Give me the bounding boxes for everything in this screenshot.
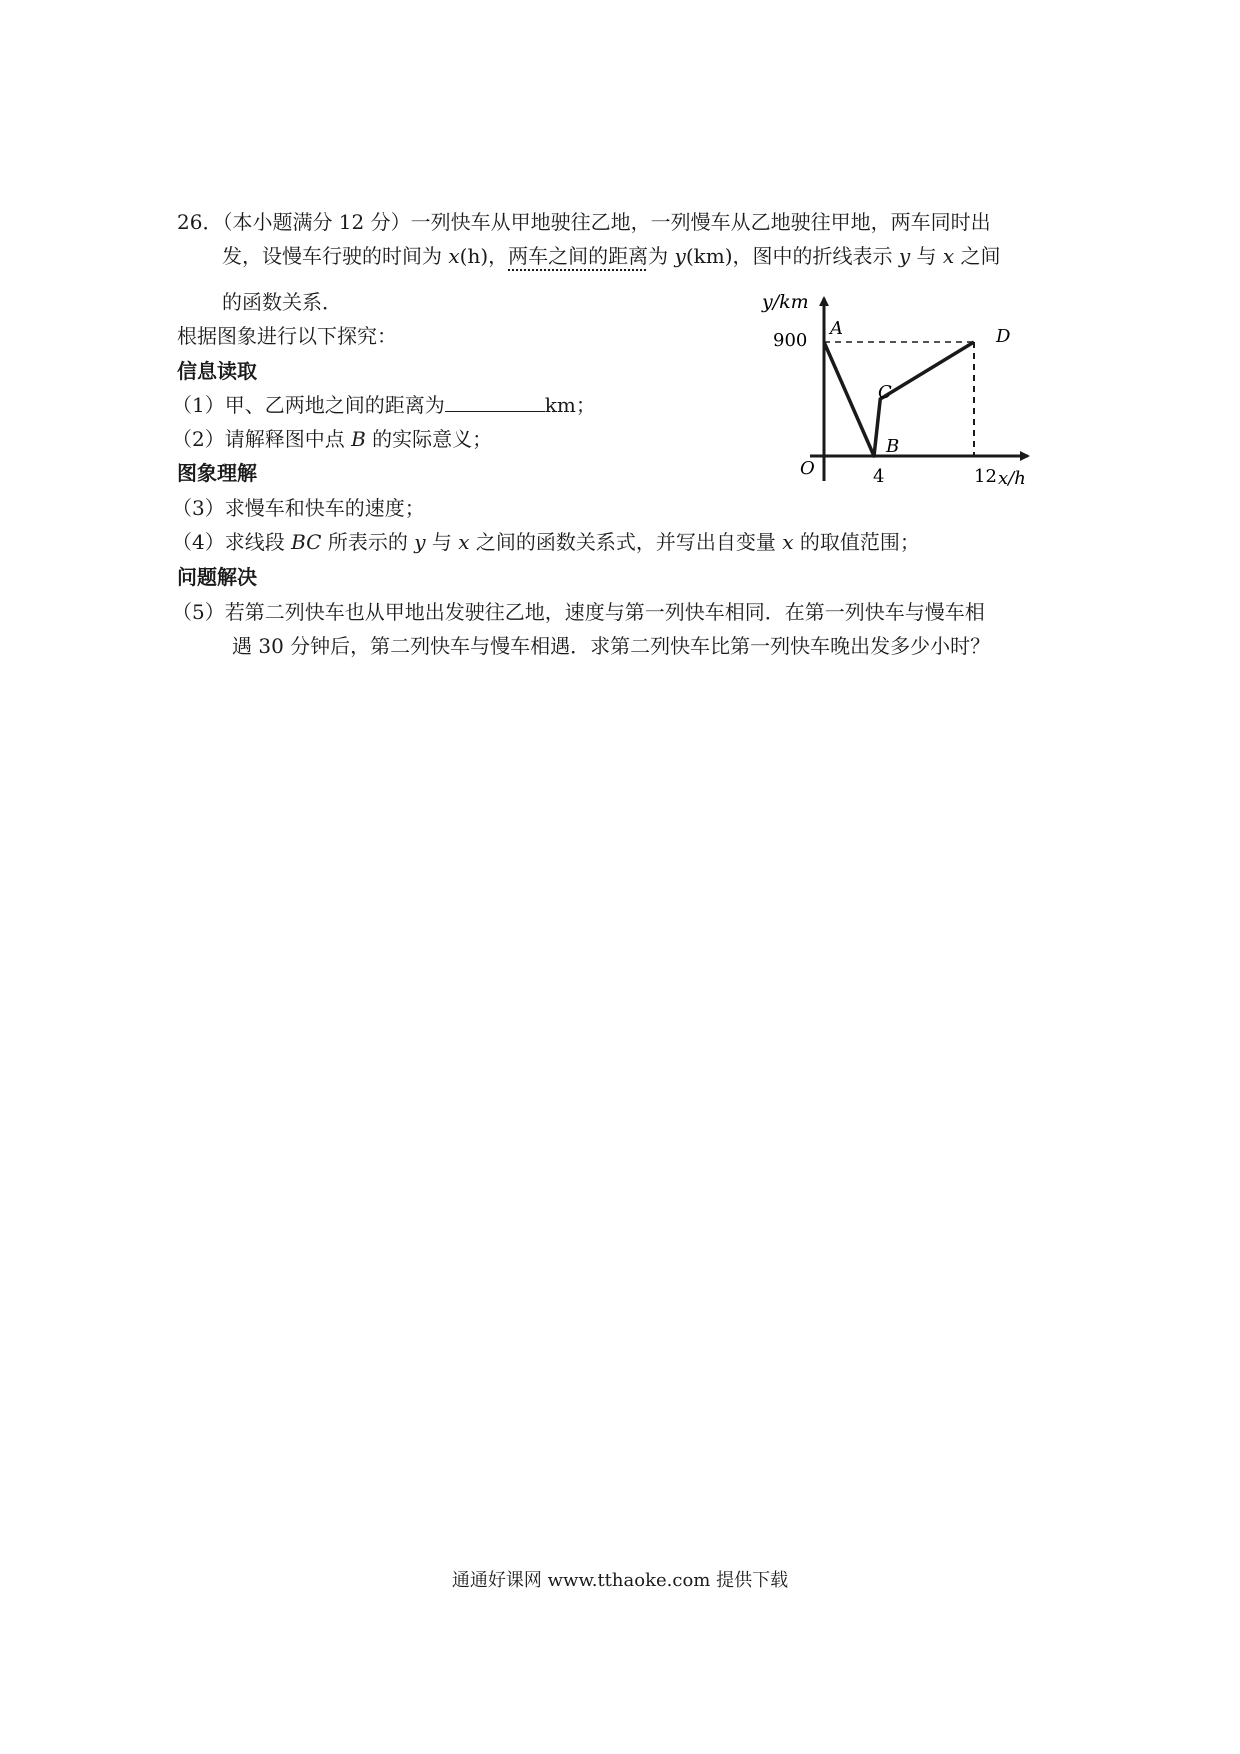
text-segment: （1）甲、乙两地之间的距离为	[172, 393, 445, 417]
problem-line-3: 的函数关系．	[222, 290, 342, 314]
emphasized-text: 两车之间的距离	[508, 244, 649, 268]
var-y: y	[674, 244, 686, 268]
y-tick-900: 900	[773, 330, 808, 351]
var-B: B	[351, 427, 366, 451]
text-segment: 为	[648, 244, 675, 268]
section-solve: 问题解决	[177, 565, 257, 589]
var-x: x	[458, 530, 470, 554]
text-segment: 所表示的	[321, 530, 415, 554]
text-segment: 与	[910, 244, 943, 268]
y-axis-label: y/km	[762, 291, 809, 313]
text-segment: 发，设慢车行驶的时间为	[222, 244, 449, 268]
text-segment: 之间	[954, 244, 1001, 268]
text-segment: 的实际意义；	[365, 427, 493, 451]
text-segment: （2）请解释图中点	[172, 427, 352, 451]
text-segment: (h)，	[459, 244, 509, 268]
var-y: y	[898, 244, 911, 268]
section-graph: 图象理解	[177, 461, 257, 485]
var-x: x	[782, 530, 794, 554]
point-label-C: C	[878, 382, 892, 403]
text-segment: 之间的函数关系式，并写出自变量	[469, 530, 783, 554]
x-tick-4: 4	[873, 466, 885, 487]
problem-number: 26．	[177, 210, 223, 234]
var-y: y	[414, 530, 426, 554]
text-segment: km；	[544, 393, 596, 417]
question-3: （3）求慢车和快车的速度；	[172, 496, 425, 520]
origin-label: O	[800, 458, 815, 479]
problem-line-2	[222, 242, 1001, 270]
question-5-line-1: （5）若第二列快车也从甲地出发驶往乙地，速度与第一列快车相同．在第一列快车与慢车相	[172, 600, 985, 624]
text-segment: 的取值范围；	[793, 530, 920, 554]
question-5-line-2: 遇 30 分钟后，第二列快车与慢车相遇．求第二列快车比第一列快车晚出发多少小时？	[232, 634, 991, 658]
text-segment: (km)，图中的折线表示	[685, 244, 899, 268]
x-axis-label: x/h	[998, 468, 1026, 489]
point-label-B: B	[886, 436, 900, 457]
function-graph	[760, 288, 1040, 498]
page-footer: 通通好课网 www.tthaoke.com 提供下载	[451, 1570, 789, 1591]
x-tick-12: 12	[974, 466, 997, 487]
point-label-A: A	[830, 318, 843, 339]
text-segment: （4）求线段	[172, 530, 292, 554]
text-segment: 与	[425, 530, 459, 554]
problem-line-4: 根据图象进行以下探究：	[177, 324, 397, 348]
question-2	[172, 425, 492, 453]
section-info: 信息读取	[177, 359, 257, 383]
var-BC: BC	[291, 530, 322, 554]
point-label-D: D	[996, 326, 1011, 347]
var-x: x	[448, 244, 460, 268]
question-4	[172, 528, 920, 556]
answer-blank	[445, 391, 545, 412]
problem-header: （本小题满分 12 分）一列快车从甲地驶往乙地，一列慢车从乙地驶往甲地，两车同时出	[222, 210, 991, 234]
var-x: x	[942, 244, 955, 268]
question-1	[172, 391, 596, 419]
problem-line-1	[177, 208, 991, 236]
